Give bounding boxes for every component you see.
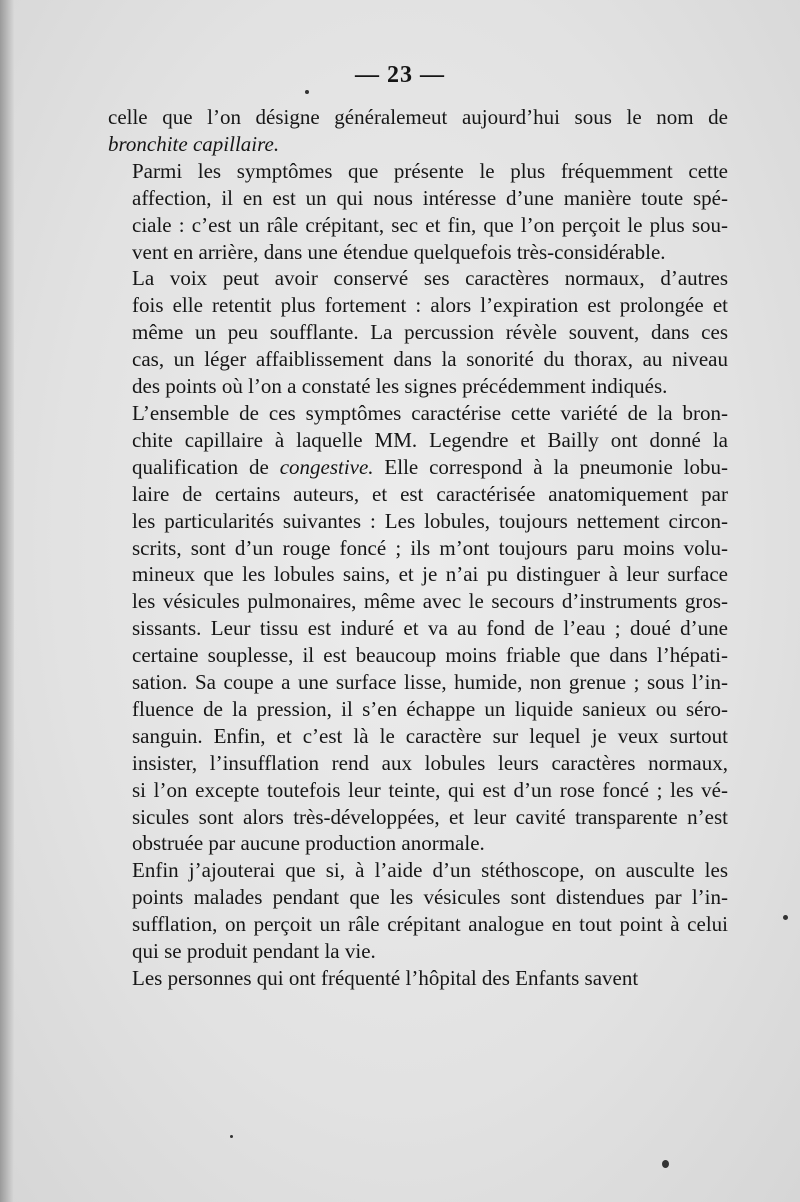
italic-text: bronchite capillaire. [108,131,280,156]
text-run: qui se produit pendant la vie. [132,939,376,964]
text-run: ciale : c’est un râle crépitant, sec et fin, que l’on perçoit le plus sou- [132,212,728,237]
text-run: points malades pendant que les vésicules sont distendues par l’in- [132,885,728,910]
text-run: Elle correspond à la pneumonie lobu- [373,454,728,479]
text-line [108,481,728,508]
ink-speck [662,1160,669,1168]
text-run: si l’on excepte toutefois leur teinte, qui est d’un rose foncé ; les vé- [132,777,728,802]
text-run: les vésicules pulmonaires, même avec le secours d’instruments gros- [132,589,728,614]
text-run: affection, il en est un qui nous intéresse d’une manière toute spé- [132,185,728,210]
text-line [108,158,728,185]
ink-speck [305,90,309,94]
text-line [108,373,728,400]
text-run: cas, un léger affaiblissement dans la sonorité du thorax, au niveau [132,347,728,372]
text-line [108,696,728,723]
text-run: certaine souplesse, il est beaucoup moins friable que dans l’hépati- [132,643,728,668]
text-run: scrits, sont d’un rouge foncé ; ils m’ont toujours paru moins volu- [132,535,728,560]
text-line [108,131,728,158]
text-run: sanguin. Enfin, et c’est là le caractère sur lequel je veux surtout [132,723,728,748]
text-line [108,561,728,588]
paragraph [108,158,728,266]
paragraph [108,857,728,965]
text-line [108,669,728,696]
text-line [108,830,728,857]
text-run: mineux que les lobules sains, et je n’ai pu distinguer à leur surface [132,562,728,587]
text-run: L’ensemble de ces symptômes caractérise cette variété de la bron- [132,400,728,425]
text-line [108,750,728,777]
text-line [108,346,728,373]
text-run: des points où l’on a constaté les signes précédemment indiqués. [132,374,668,399]
text-line [108,938,728,965]
text-line [108,292,728,319]
page-edge [0,0,14,1202]
ink-speck [783,915,788,920]
text-line [108,884,728,911]
text-line [108,508,728,535]
paragraph [108,265,728,400]
text-line [108,804,728,831]
text-line [108,212,728,239]
text-line [108,400,728,427]
text-run: obstruée par aucune production anormale. [132,831,485,856]
text-line [108,265,728,292]
text-run: sissants. Leur tissu est induré et va au fond de l’eau ; doué d’une [132,616,728,641]
text-line [108,535,728,562]
text-line [108,615,728,642]
text-run: fois elle retentit plus fortement : alors l’expiration est prolongée et [132,293,728,318]
text-run: laire de certains auteurs, et est caractérisée anatomiquement par [132,481,728,506]
text-run: même un peu soufflante. La percussion révèle souvent, dans ces [132,320,728,345]
text-line [108,857,728,884]
ink-speck [230,1135,233,1138]
paragraph [108,104,728,158]
text-line [108,104,728,131]
body-text [108,104,728,992]
text-run: celle que l’on désigne généralemeut aujourd’hui sous le nom de [108,105,728,129]
text-line [108,642,728,669]
text-run: sufflation, on perçoit un râle crépitant analogue en tout point à celui [132,912,728,937]
text-line [108,239,728,266]
text-run: fluence de la pression, il s’en échappe un liquide sanieux ou séro- [132,696,728,721]
text-line [108,911,728,938]
text-line [108,965,728,992]
text-line [108,723,728,750]
text-run: Enfin j’ajouterai que si, à l’aide d’un stéthoscope, on ausculte les [132,858,728,883]
text-run: vent en arrière, dans une étendue quelquefois très-considérable. [132,239,666,264]
text-run: chite capillaire à laquelle MM. Legendre et Bailly ont donné la [132,427,728,452]
text-line [108,427,728,454]
page-number: — 23 — [355,62,445,88]
text-run: La voix peut avoir conservé ses caractères normaux, d’autres [132,266,728,291]
paragraph [108,965,728,992]
text-run: sicules sont alors très-développées, et leur cavité transparente n’est [132,804,728,829]
text-line [108,319,728,346]
text-line [108,588,728,615]
text-line [108,777,728,804]
text-run: Les personnes qui ont fréquenté l’hôpital des Enfants savent [132,966,639,990]
italic-text: congestive. [279,454,374,479]
text-run: qualification de [132,454,280,479]
text-line [108,454,728,481]
text-run: les particularités suivantes : Les lobules, toujours nettement circon- [132,508,728,533]
text-run: insister, l’insufflation rend aux lobules leurs caractères normaux, [132,750,728,775]
text-run: sation. Sa coupe a une surface lisse, humide, non grenue ; sous l’in- [132,670,728,695]
text-run: Parmi les symptômes que présente le plus fréquemment cette [132,158,728,183]
text-line [108,185,728,212]
paragraph [108,400,728,857]
